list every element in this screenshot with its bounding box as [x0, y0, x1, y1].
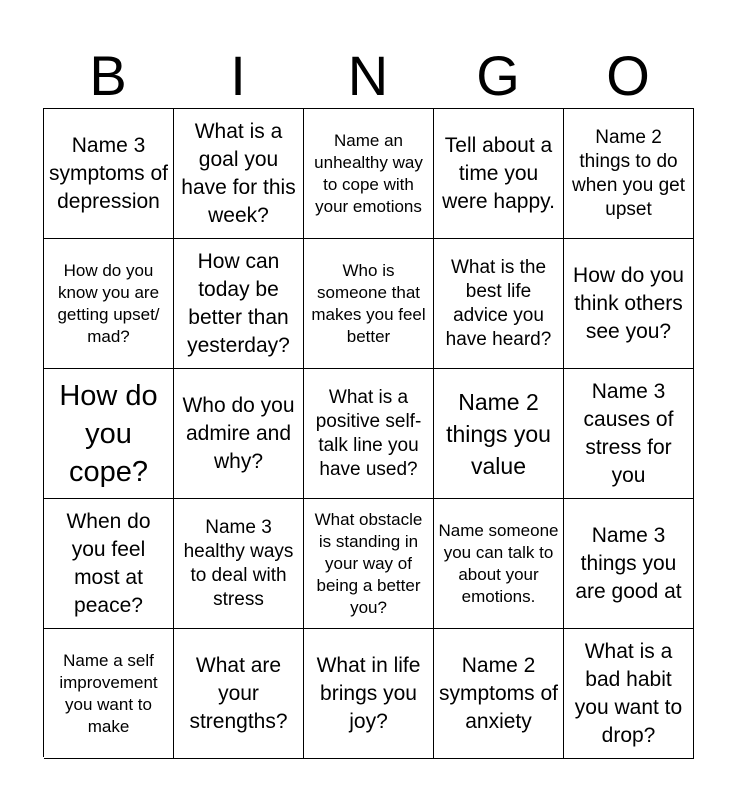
cell-text: How do you cope? [59, 379, 158, 488]
bingo-cell[interactable] [44, 369, 174, 499]
bingo-cell[interactable] [174, 109, 304, 239]
header-letter-b: B [89, 44, 127, 107]
cell-text: Who is someone that makes you feel better [311, 260, 426, 346]
cell-text: How do you think others see you? [573, 263, 684, 343]
bingo-cell[interactable] [434, 109, 564, 239]
header-letter-i: I [230, 44, 246, 107]
bingo-cell[interactable] [304, 369, 434, 499]
bingo-cell[interactable] [434, 499, 564, 629]
bingo-header [43, 44, 693, 108]
bingo-cell[interactable] [564, 629, 694, 759]
cell-text: When do you feel most at peace? [66, 509, 151, 617]
cell-text: What is the best life advice you have heard? [445, 256, 552, 350]
cell-text: What is a positive self-talk line you have used? [315, 386, 422, 480]
cell-text: Name someone you can talk to about your emotions. [438, 520, 559, 606]
bingo-cell[interactable] [44, 499, 174, 629]
bingo-cell[interactable] [174, 369, 304, 499]
cell-text: How do you know you are getting upset/ mad? [57, 260, 160, 346]
bingo-cell[interactable] [304, 499, 434, 629]
cell-text: Name 2 things to do when you get upset [571, 126, 686, 220]
cell-text: Tell about a time you were happy. [442, 133, 555, 213]
bingo-cell[interactable] [304, 629, 434, 759]
cell-text: Who do you admire and why? [182, 393, 295, 473]
bingo-cell[interactable] [434, 629, 564, 759]
cell-text: Name 3 causes of stress for you [583, 379, 674, 487]
cell-text: What in life brings you joy? [316, 653, 421, 733]
bingo-cell[interactable] [564, 239, 694, 369]
bingo-cell[interactable] [564, 369, 694, 499]
cell-text: What is a goal you have for this week? [181, 119, 296, 227]
header-letter-g: G [476, 44, 520, 107]
cell-text: How can today be better than yesterday? [187, 249, 290, 357]
header-letter-n: N [347, 44, 389, 107]
cell-text: Name 3 things you are good at [575, 523, 682, 603]
header-letter-o: O [606, 44, 650, 107]
cell-text: Name 3 healthy ways to deal with stress [183, 516, 294, 610]
bingo-cell[interactable] [174, 629, 304, 759]
bingo-cell[interactable] [174, 499, 304, 629]
cell-text: Name an unhealthy way to cope with your emotions [314, 130, 423, 216]
bingo-cell[interactable] [44, 239, 174, 369]
bingo-cell[interactable] [434, 239, 564, 369]
bingo-card-grid [43, 108, 694, 757]
cell-text: Name a self improvement you want to make [59, 650, 158, 736]
cell-text: Name 2 symptoms of anxiety [438, 653, 559, 733]
bingo-cell[interactable] [434, 369, 564, 499]
cell-text: What are your strengths? [189, 653, 288, 733]
cell-text: What obstacle is standing in your way of being a better you? [314, 509, 423, 617]
bingo-cell[interactable] [304, 239, 434, 369]
cell-text: Name 2 things you value [446, 388, 551, 479]
cell-text: What is a bad habit you want to drop? [574, 639, 683, 747]
bingo-cell[interactable] [304, 109, 434, 239]
bingo-cell[interactable] [44, 109, 174, 239]
bingo-cell[interactable] [564, 109, 694, 239]
cell-text: Name 3 symptoms of depression [48, 133, 169, 213]
bingo-cell[interactable] [564, 499, 694, 629]
bingo-cell[interactable] [174, 239, 304, 369]
bingo-cell[interactable] [44, 629, 174, 759]
